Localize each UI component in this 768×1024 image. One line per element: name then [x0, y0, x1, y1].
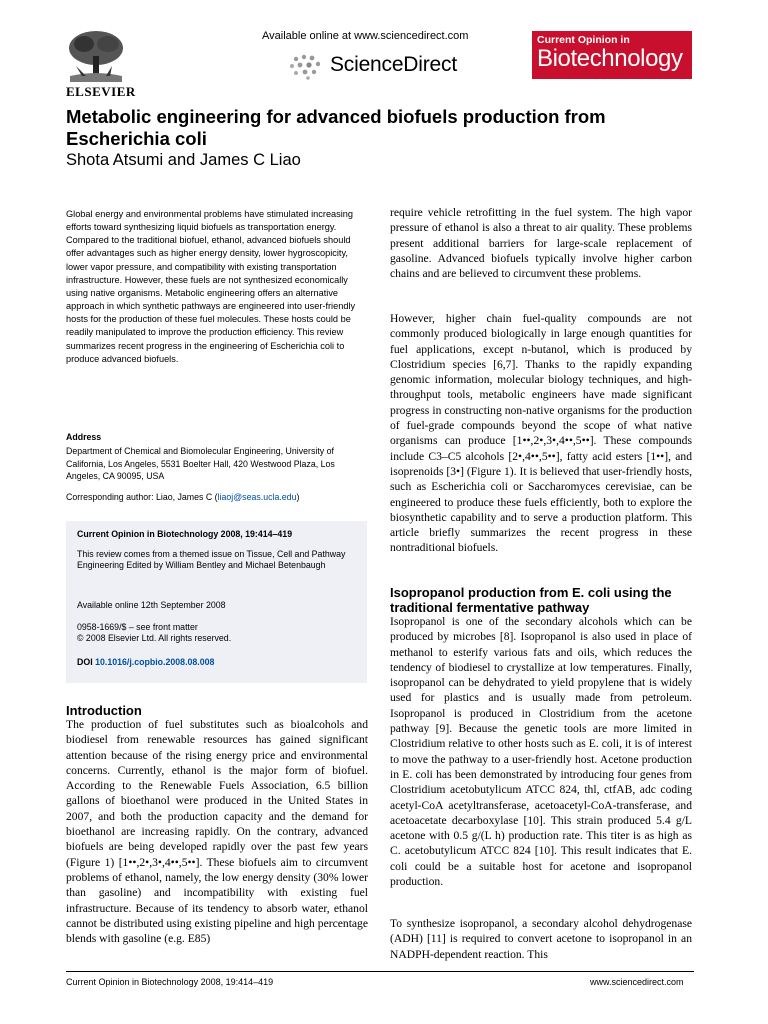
- info-journal-citation: Current Opinion in Biotechnology 2008, 19:414–419: [77, 529, 293, 539]
- journal-name-small: Current Opinion in: [537, 34, 630, 46]
- journal-name-large: Biotechnology: [537, 45, 683, 72]
- isopropanol-section-heading: Isopropanol production from E. coli using the traditional fermentative pathway: [390, 585, 672, 615]
- footer-divider: [66, 971, 694, 972]
- corresponding-label: Corresponding author: Liao, James C (: [66, 492, 218, 502]
- doi-label: DOI: [77, 657, 96, 667]
- article-authors: Shota Atsumi and James C Liao: [66, 151, 301, 169]
- body-paragraph-4: To synthesize isopropanol, a secondary alcohol dehydrogenase (ADH) [11] is required to convert acetone to isopropanol in an NADPH-dependent reaction. This: [390, 917, 692, 961]
- introduction-body: The production of fuel substitutes such as bioalcohols and biodiesel from renewable resources has gained significant attention because of the rising energy price and environmental concerns. Currently, ethanol is the major form of biofuel. According to the Renewable Fuels Association, 6.5 billion gallons of bioethanol were produced in the United States in 2007, and both the production capacity and the demand for bioethanol are increasing rapidly. On the contrary, advanced biofuels are being developed rapidly over the past few years (Figure 1) [1••,2•,3•,4••,5••]. These biofuels aim to circumvent problems of ethanol, namely, the low energy density (30% lower than gasoline) and incompatibility with existing fuel infrastructure. Because of its tendency to absorb water, ethanol cannot be distributed using existing pipeline and high percentage blends with gasoline (e.g. E85): [66, 718, 368, 946]
- sciencedirect-wordmark: ScienceDirect: [330, 53, 457, 76]
- body-paragraph-3: Isopropanol is one of the secondary alcohols which can be produced by microbes [8]. Isopropanol is also used in place of methanol to esterify various fats and oils, which reduces the tendency of biodiesel to crystallize at low temperatures. Finally, isopropanol can be dehydrated to yield propylene that is widely used for plastics and is usually made from petroleum. Isopropanol is produced in Clostridium from the acetone pathway [9]. Because the genetic tools are more limited in Clostridium relative to other hosts such as E. coli, it is of interest to move the pathway to a user-friendly host. Acetone production in E. coli has been demonstrated by introducing four genes from Clostridium acetobutylicum ATCC 824, thl, ctfAB, adc coding acetyl-CoA acetyltransferase, acetoacetyl-CoA-transferase, and acetoacetate decarboxylase [10]. This strain produced 5.4 g/L acetone with 0.5 g/(L h) production rate. This titer is as high as C. acetobutylicum ATCC 824 [10]. This result indicates that E. coli could be a suitable host for acetone and isopropanol production.: [390, 615, 692, 889]
- info-issn: 0958-1669/$ – see front matter: [77, 622, 198, 632]
- corresponding-author: [66, 492, 366, 502]
- body-paragraph-1: require vehicle retrofitting in the fuel system. The high vapor pressure of ethanol is also a threat to air quality. These problems present additional barriers for large-scale replacement of gasoline. Advanced biofuels typically involve higher carbon chains and are believed to circumvent these problems.: [390, 206, 692, 281]
- info-copyright: © 2008 Elsevier Ltd. All rights reserved.: [77, 633, 232, 644]
- footer-website[interactable]: www.sciencedirect.com: [590, 977, 684, 987]
- introduction-heading: Introduction: [66, 703, 142, 718]
- elsevier-tree-logo-icon: [66, 30, 126, 84]
- article-title-text: Metabolic engineering for advanced biofuels production from Escherichia coli: [66, 106, 606, 149]
- info-themed-issue: This review comes from a themed issue on Tissue, Cell and Pathway Engineering Edited by William Bentley and Michael Betenbaugh: [77, 549, 346, 571]
- author-email-link[interactable]: liaoj@seas.ucla.edu: [217, 492, 297, 502]
- info-available-online: Available online 12th September 2008: [77, 600, 226, 610]
- journal-banner: [532, 31, 692, 79]
- address-heading: Address: [66, 432, 102, 442]
- elsevier-wordmark: ELSEVIER: [66, 84, 136, 99]
- info-issn-copyright: [77, 622, 357, 645]
- abstract: Global energy and environmental problems have stimulated increasing efforts toward synthesizing liquid biofuels as transportation energy. Compared to the traditional biofuel, ethanol, advanced biofuels should offer advantages such as higher energy density, lower hygroscopicity, lower vapor pressure, and compatibility with existing transportation infrastructure. However, these fuels are not synthesized economically using native organisms. Metabolic engineering offers an alternative approach in which synthetic pathways are engineered into user-friendly hosts for the production of these fuel molecules. These hosts could be readily manipulated to improve the production efficiency. This review summarizes recent progress in the engineering of Escherichia coli to produce advanced biofuels.: [66, 209, 356, 364]
- footer-citation: Current Opinion in Biotechnology 2008, 19:414–419: [66, 977, 274, 987]
- page-header: [0, 0, 768, 100]
- available-online-text[interactable]: Available online at www.sciencedirect.com: [262, 30, 469, 42]
- article-title: [66, 106, 706, 150]
- info-doi: [77, 657, 214, 667]
- article-info-box: [66, 521, 367, 683]
- corresponding-close: ): [296, 492, 300, 502]
- body-paragraph-2: However, higher chain fuel-quality compounds are not commonly produced biologically in large enough quantities for fuel applications, except n-butanol, which is produced by Clostridium species [6,7]. Thanks to the rapidly expanding genomic information, molecular biology techniques, and high-throughput tools, metabolic engineers have made significant progress in constructing non-native organisms for the production of fuel-grade compounds beyond the scope of what native organisms can produce [1••,2•,3•,4••,5••]. These compounds include C3–C5 alcohols [2•,4••,5••], fatty acid esters [1••], and isoprenoids [3•] (Figure 1). It is believed that user-friendly hosts, such as Escherichia coli or Saccharomyces cerevisiae, can be engineered to produce these fuels efficiently, both to explore the biosynthetic capability and to serve a production platform. This article briefly summarizes the recent progress in these nontraditional biofuels.: [390, 312, 692, 555]
- doi-link[interactable]: 10.1016/j.copbio.2008.08.008: [95, 657, 215, 667]
- address-body: Department of Chemical and Biomolecular Engineering, University of California, Los Angeles, 5531 Boelter Hall, 420 Westwood Plaza, Los Angeles, CA 90095, USA: [66, 446, 335, 482]
